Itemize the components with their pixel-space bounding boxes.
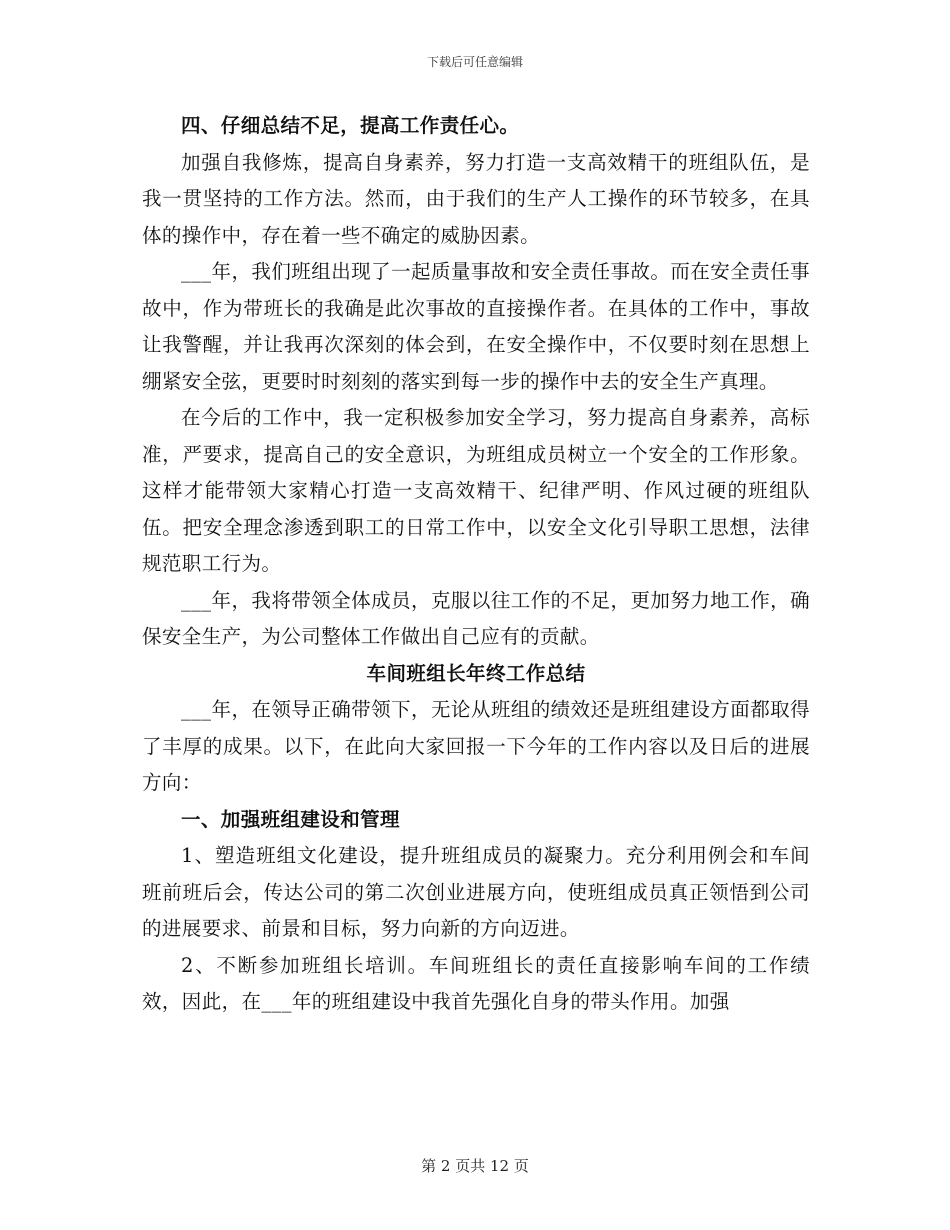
- document-title: 车间班组长年终工作总结: [366, 661, 586, 685]
- paragraph: ___年，我们班组出现了一起质量事故和安全责任事故。而在安全责任事故中，作为带班长的我确是此次事故的直接操作者。在具体的工作中，事故让我警醒，并让我再次深刻的体会到，在安全操作中，不仅要时刻在思想上绷紧安全弦，更要时时刻刻的落实到每一步的操作中去的安全生产真理。: [142, 260, 810, 393]
- paragraph: 加强自我修炼，提高自身素养，努力打造一支高效精干的班组队伍，是我一贯坚持的工作方法。然而，由于我们的生产人工操作的环节较多，在具体的操作中，存在着一些不确定的威胁因素。: [142, 150, 810, 247]
- paragraph: ___年，在领导正确带领下，无论从班组的绩效还是班组建设方面都取得了丰厚的成果。以下，在此向大家回报一下今年的工作内容以及日后的进展方向：: [142, 698, 810, 794]
- document-body: [142, 108, 810, 1021]
- paragraph: 1、塑造班组文化建设，提升班组成员的凝聚力。充分利用例会和车间班前班后会，传达公司的第二次创业进展方向，使班组成员真正领悟到公司的进展要求、前景和目标，努力向新的方向迈进。: [142, 844, 810, 940]
- page-header-note: 下载后可任意编辑: [426, 55, 523, 69]
- section-heading: 一、加强班组建设和管理: [181, 807, 400, 831]
- paragraph: ___年，我将带领全体成员，克服以往工作的不足，更加努力地工作，确保安全生产，为公司整体工作做出自己应有的贡献。: [142, 588, 810, 648]
- paragraph: 2、不断参加班组长培训。车间班组长的责任直接影响车间的工作绩效，因此，在___年的班组建设中我首先强化自身的带头作用。加强: [142, 953, 810, 1013]
- page-number: 第 2 页共 12 页: [421, 1157, 529, 1175]
- section-heading: 四、仔细总结不足，提高工作责任心。: [181, 114, 520, 137]
- paragraph: 在今后的工作中，我一定积极参加安全学习，努力提高自身素养，高标准，严要求，提高自己的安全意识，为班组成员树立一个安全的工作形象。这样才能带领大家精心打造一支高效精干、纪律严明、作风过硬的班组队伍。把安全理念渗透到职工的日常工作中，以安全文化引导职工思想，法律规范职工行为。: [142, 406, 810, 575]
